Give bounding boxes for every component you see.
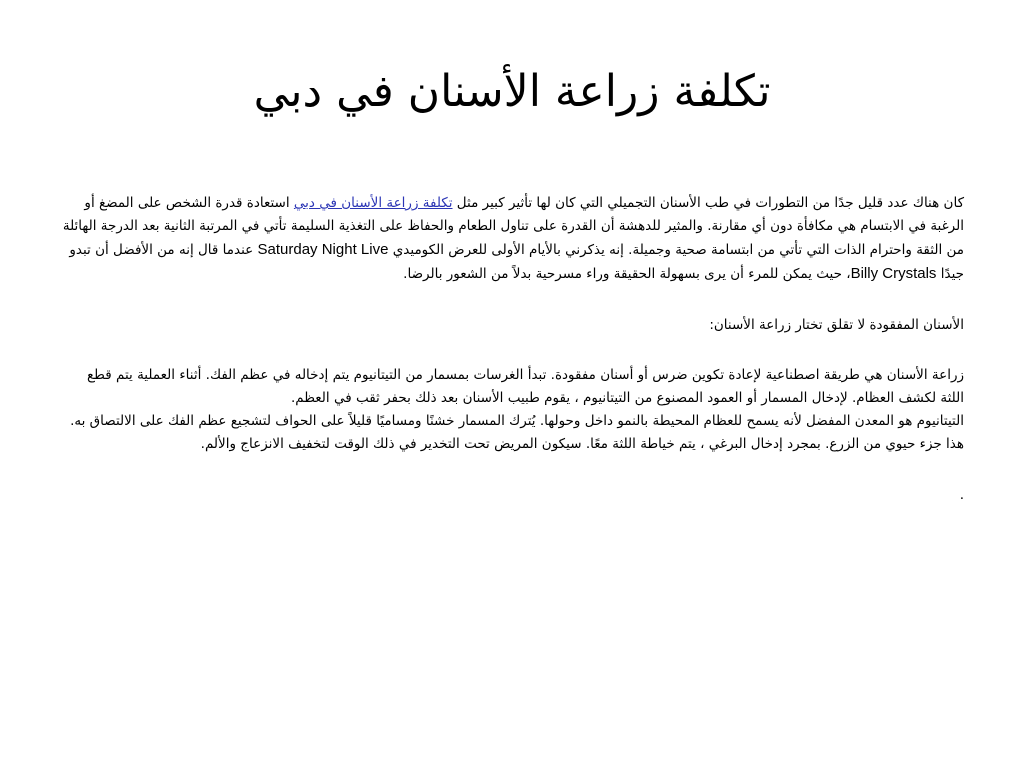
dental-implant-cost-link[interactable]: تكلفة زراعة الأسنان في دبي: [293, 195, 453, 211]
spacer: [62, 286, 964, 314]
intro-text-before-link: كان هناك عدد قليل جدًا من التطورات في طب الأسنان التجميلي التي كان لها تأثير كبير مثل: [452, 195, 964, 211]
intro-text-end: ، حيث يمكن للمرء أن يرى بسهولة الحقيقة وراء مسرحية بدلاً من الشعور بالرضا.: [403, 266, 851, 282]
final-mark: .: [959, 487, 964, 503]
intro-text-middle: عندما قال إنه من الأفضل أن تبدو جيدًا: [69, 242, 964, 282]
implant-paragraph-line-1: زراعة الأسنان هي طريقة اصطناعية لإعادة تكوين ضرس أو أسنان مفقودة. تبدأ الغرسات بمسمار من التيتانيوم يتم إدخاله في عظم الفك. أثناء العملية يتم قطع اللثة لكشف العظام. لإدخال المسمار أو العمود المصنوع من التيتانيوم ، يقوم طبيب الأسنان بعد ذلك بحفر ثقب في العظم.: [86, 367, 964, 406]
person-name: Billy Crystals: [850, 265, 937, 282]
spacer: [62, 456, 964, 484]
show-name: Saturday Night Live: [257, 241, 389, 258]
spacer: [62, 337, 964, 364]
implant-paragraph-line-2: التيتانيوم هو المعدن المفضل لأنه يسمح للعظام المحيطة بالنمو داخل وحولها. يُترك المسمار خشنًا ومساميًا قليلاً على الحواف لتشجيع عظم الفك على الالتصاق به. هذا جزء حيوي من الزرع. بمجرد إدخال البرغي ، يتم خياطة اللثة معًا. سيكون المريض تحت التخدير في ذلك الوقت لتخفيف الانزعاج والألم.: [70, 413, 964, 452]
intro-text-after-link: استعادة قدرة الشخص على المضغ أو الرغبة في الابتسام هي مكافأة دون أي مقارنة. والمثير للدهشة أن القدرة على تناول الطعام والحفاظ على التغذية السليمة تأتي في المرتبة الثانية بعد الدرجة الهائلة من الثقة واحترام الذات التي تأتي من ابتسامة صحية وجميلة. إنه يذكرني بالأيام الأولى للعرض الكوميدي: [62, 195, 964, 258]
intro-paragraph: [62, 192, 964, 286]
slide-body: [62, 192, 964, 507]
section-subheading: الأسنان المفقودة لا تقلق تختار زراعة الأسنان:: [709, 317, 964, 333]
slide-title: تكلفة زراعة الأسنان في دبي: [253, 66, 771, 117]
